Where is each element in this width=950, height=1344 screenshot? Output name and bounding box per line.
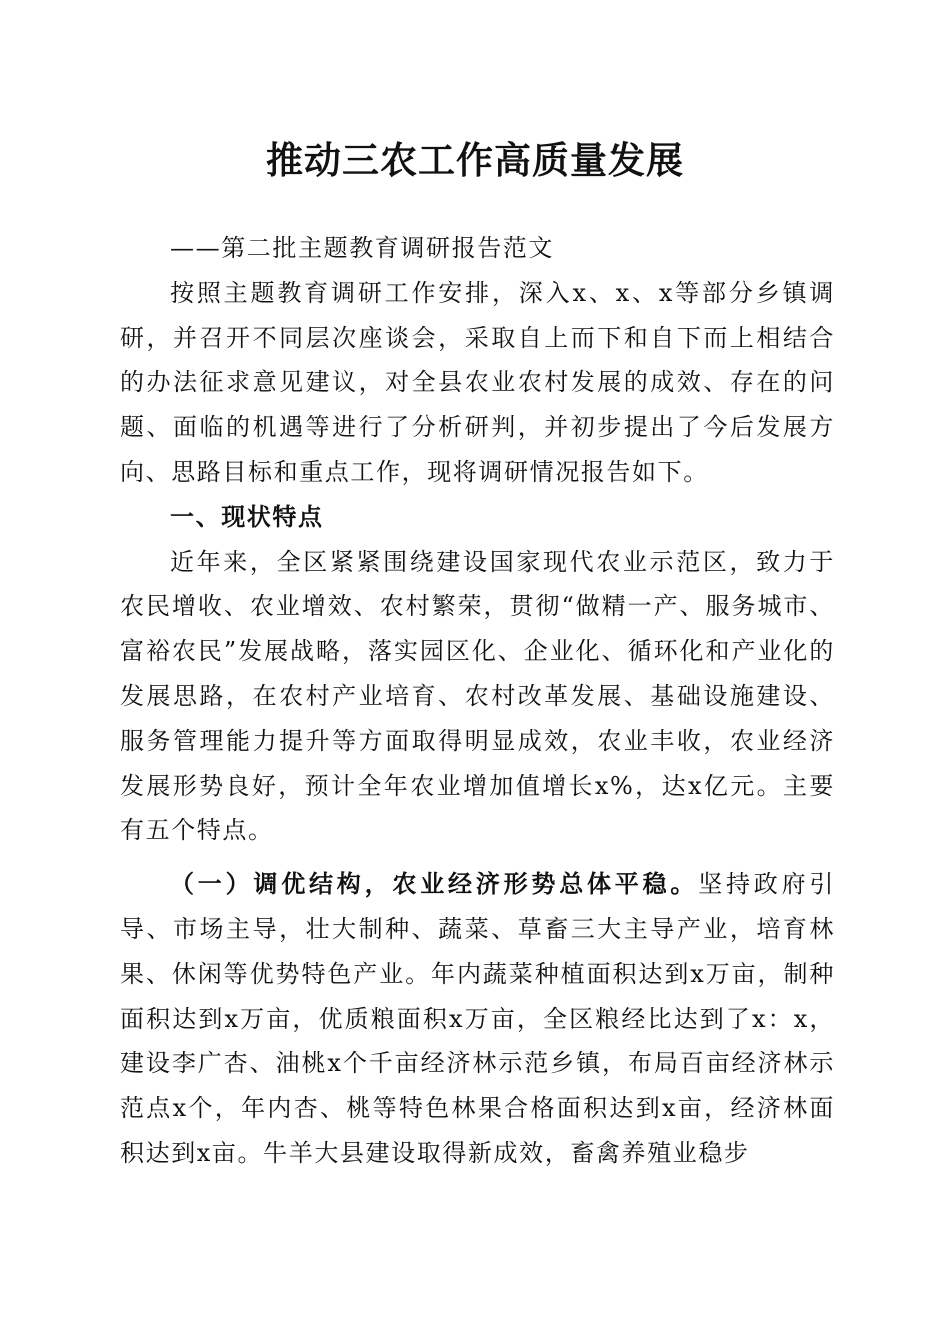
status-paragraph: 近年来，全区紧紧围绕建设国家现代农业示范区，致力于农民增收、农业增效、农村繁荣，贯彻“做精一产、服务城市、富裕农民”发展战略，落实园区化、企业化、循环化和产业化的发展思路，在农村产业培育、农村改革发展、基础设施建设、服务管理能力提升等方面取得明显成效，农业丰收，农业经济发展形势良好，预计全年农业增加值增长x%，达x亿元。主要有五个特点。: [120, 547, 835, 845]
point-one-text: 坚持政府引导、市场主导，壮大制种、蔬菜、草畜三大主导产业，培育林果、休闲等优势特色产业。年内蔬菜种植面积达到x万亩，制种面积达到x万亩，优质粮面积x万亩，全区粮经比达到了x：x，建设李广杏、油桃x个千亩经济林示范乡镇，布局百亩经济林示范点x个，年内杏、桃等特色林果合格面积达到x亩，经济林面积达到x亩。牛羊大县建设取得新成效，畜禽养殖业稳步: [120, 870, 836, 1167]
section-heading-status: 一、现状特点: [170, 501, 324, 531]
document-subtitle: ——第二批主题教育调研报告范文: [170, 234, 554, 262]
point-one-lead: （一）调优结构，农业经济形势总体平稳。: [170, 869, 699, 899]
document-body: [120, 226, 835, 1176]
document-title: 推动三农工作高质量发展: [266, 138, 684, 182]
intro-paragraph: 按照主题教育调研工作安排，深入x、x、x等部分乡镇调研，并召开不同层次座谈会，采取自上而下和自下而上相结合的办法征求意见建议，对全县农业农村发展的成效、存在的问题、面临的机遇等进行了分析研判，并初步提出了今后发展方向、思路目标和重点工作，现将调研情况报告如下。: [120, 278, 835, 486]
point-one-paragraph: [120, 862, 835, 1176]
